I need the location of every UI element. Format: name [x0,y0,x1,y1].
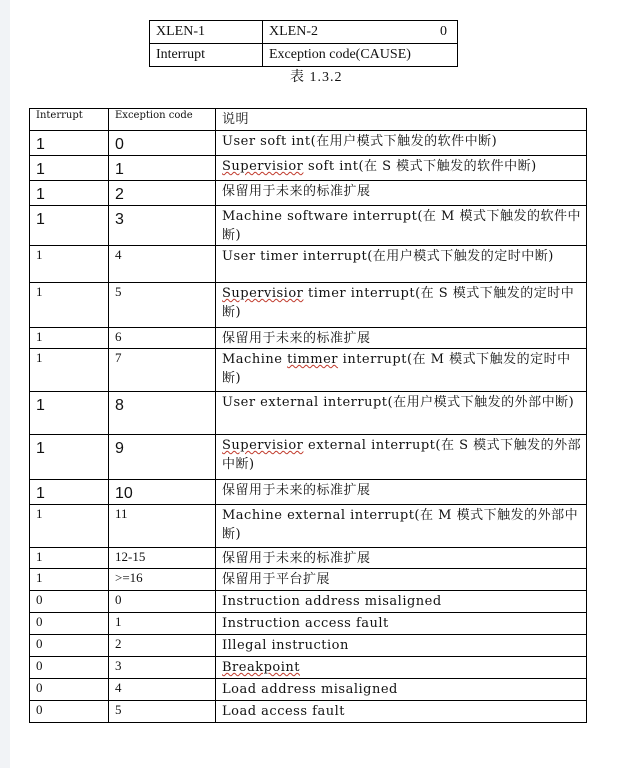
header-description: 说明 [216,109,587,131]
cell-exception-code: 2 [109,635,216,657]
page-margin [0,0,10,768]
cell-interrupt: 1 [30,435,109,480]
desc-text: 保留用于未来的标准扩展 [222,331,371,346]
spellcheck-flagged-word: Breakpoint [222,660,300,675]
desc-text: Instruction address misaligned [222,594,442,609]
header-interrupt: Interrupt [30,109,109,131]
cell-exception-code: 0 [109,591,216,613]
field-interrupt: Interrupt [150,44,263,67]
cell-exception-code: 9 [109,435,216,480]
table-header-row [30,109,587,131]
cell-exception-code: 0 [109,131,216,156]
table-row [30,349,587,392]
table-row [30,505,587,548]
cell-description [216,328,587,349]
cause-register-fields-row [150,44,458,67]
table-row [30,156,587,181]
bit-xlen-2: XLEN-2 [269,24,318,39]
table-row [30,679,587,701]
cell-description [216,206,587,246]
cell-description [216,156,587,181]
cell-description [216,548,587,569]
desc-text: Machine software interrupt(在 M 模式下触发的软件中断) [222,209,581,243]
table-row [30,328,587,349]
table-row [30,206,587,246]
cell-interrupt: 0 [30,635,109,657]
cell-interrupt: 1 [30,246,109,283]
desc-text: 保留用于平台扩展 [222,572,331,587]
cell-interrupt: 1 [30,328,109,349]
cell-description [216,505,587,548]
desc-text: User external interrupt(在用户模式下触发的外部中断) [222,395,575,410]
bit-xlen-1: XLEN-1 [150,21,263,44]
desc-text: timer interrupt(在 S 模式下触发的定时中断) [222,286,575,320]
cell-description [216,679,587,701]
cell-exception-code: 5 [109,283,216,328]
desc-text: interrupt(在 M 模式下触发的定时中断) [222,352,571,386]
table-caption: 表 1.3.2 [290,70,343,85]
table-row [30,131,587,156]
desc-text: 保留用于未来的标准扩展 [222,551,371,566]
cell-interrupt: 1 [30,283,109,328]
bit-zero: 0 [440,24,447,39]
desc-text: Machine external interrupt(在 M 模式下触发的外部中断) [222,508,579,542]
table-row [30,181,587,206]
desc-text: Load address misaligned [222,682,398,697]
cell-exception-code: 8 [109,392,216,435]
cause-register-bits-row [150,21,458,44]
cell-exception-code: 11 [109,505,216,548]
cell-description [216,349,587,392]
cause-register-diagram [149,20,458,67]
cell-exception-code: 4 [109,679,216,701]
cell-interrupt: 1 [30,392,109,435]
header-exception-code: Exception code [109,109,216,131]
table-row [30,283,587,328]
table-row [30,591,587,613]
table-row [30,613,587,635]
spellcheck-flagged-word: Supervisior [222,438,304,453]
cell-exception-code: 2 [109,181,216,206]
cell-interrupt: 1 [30,131,109,156]
cell-exception-code: 1 [109,156,216,181]
cell-description [216,569,587,591]
cell-exception-code: 4 [109,246,216,283]
cell-interrupt: 1 [30,505,109,548]
desc-text: external interrupt(在 S 模式下触发的外部中断) [222,438,582,472]
cell-exception-code: 3 [109,206,216,246]
spellcheck-flagged-word: timmer [287,352,339,367]
cell-interrupt: 1 [30,569,109,591]
desc-text: Load access fault [222,704,345,719]
spellcheck-flagged-word: Supervisior [222,159,304,174]
table-row [30,435,587,480]
cell-description [216,435,587,480]
table-row [30,480,587,505]
cell-exception-code: 6 [109,328,216,349]
cell-description [216,591,587,613]
table-row [30,569,587,591]
cell-description [216,246,587,283]
desc-text: soft int(在 S 模式下触发的软件中断) [303,159,537,174]
desc-text: 保留用于未来的标准扩展 [222,184,371,199]
cell-exception-code: 12-15 [109,548,216,569]
desc-text: 保留用于未来的标准扩展 [222,483,371,498]
cell-description [216,635,587,657]
cell-interrupt: 0 [30,657,109,679]
cell-interrupt: 1 [30,156,109,181]
desc-text: Instruction access fault [222,616,389,631]
cell-interrupt: 0 [30,613,109,635]
table-row [30,657,587,679]
cell-description [216,613,587,635]
cell-description [216,701,587,723]
cell-interrupt: 0 [30,679,109,701]
cell-description [216,480,587,505]
cell-exception-code: 5 [109,701,216,723]
cell-interrupt: 1 [30,548,109,569]
cell-interrupt: 1 [30,206,109,246]
cell-interrupt: 1 [30,349,109,392]
table-row [30,392,587,435]
cell-exception-code: 10 [109,480,216,505]
table-row [30,635,587,657]
field-exception-code: Exception code(CAUSE) [263,44,458,67]
cell-exception-code: 3 [109,657,216,679]
cell-description [216,392,587,435]
cell-description [216,181,587,206]
spellcheck-flagged-word: Supervisior [222,286,304,301]
cell-interrupt: 1 [30,181,109,206]
desc-text: Illegal instruction [222,638,349,653]
table-row [30,548,587,569]
table-row [30,701,587,723]
cell-description [216,657,587,679]
table-row [30,246,587,283]
cell-exception-code: >=16 [109,569,216,591]
cell-description [216,283,587,328]
cell-interrupt: 0 [30,591,109,613]
desc-text: User timer interrupt(在用户模式下触发的定时中断) [222,249,554,264]
desc-prefix: Machine [222,352,288,367]
cell-exception-code: 7 [109,349,216,392]
exception-code-table [29,108,587,723]
bit-range-cell [263,21,458,44]
cell-interrupt: 0 [30,701,109,723]
cell-interrupt: 1 [30,480,109,505]
desc-text: User soft int(在用户模式下触发的软件中断) [222,134,498,149]
cell-exception-code: 1 [109,613,216,635]
cell-description [216,131,587,156]
